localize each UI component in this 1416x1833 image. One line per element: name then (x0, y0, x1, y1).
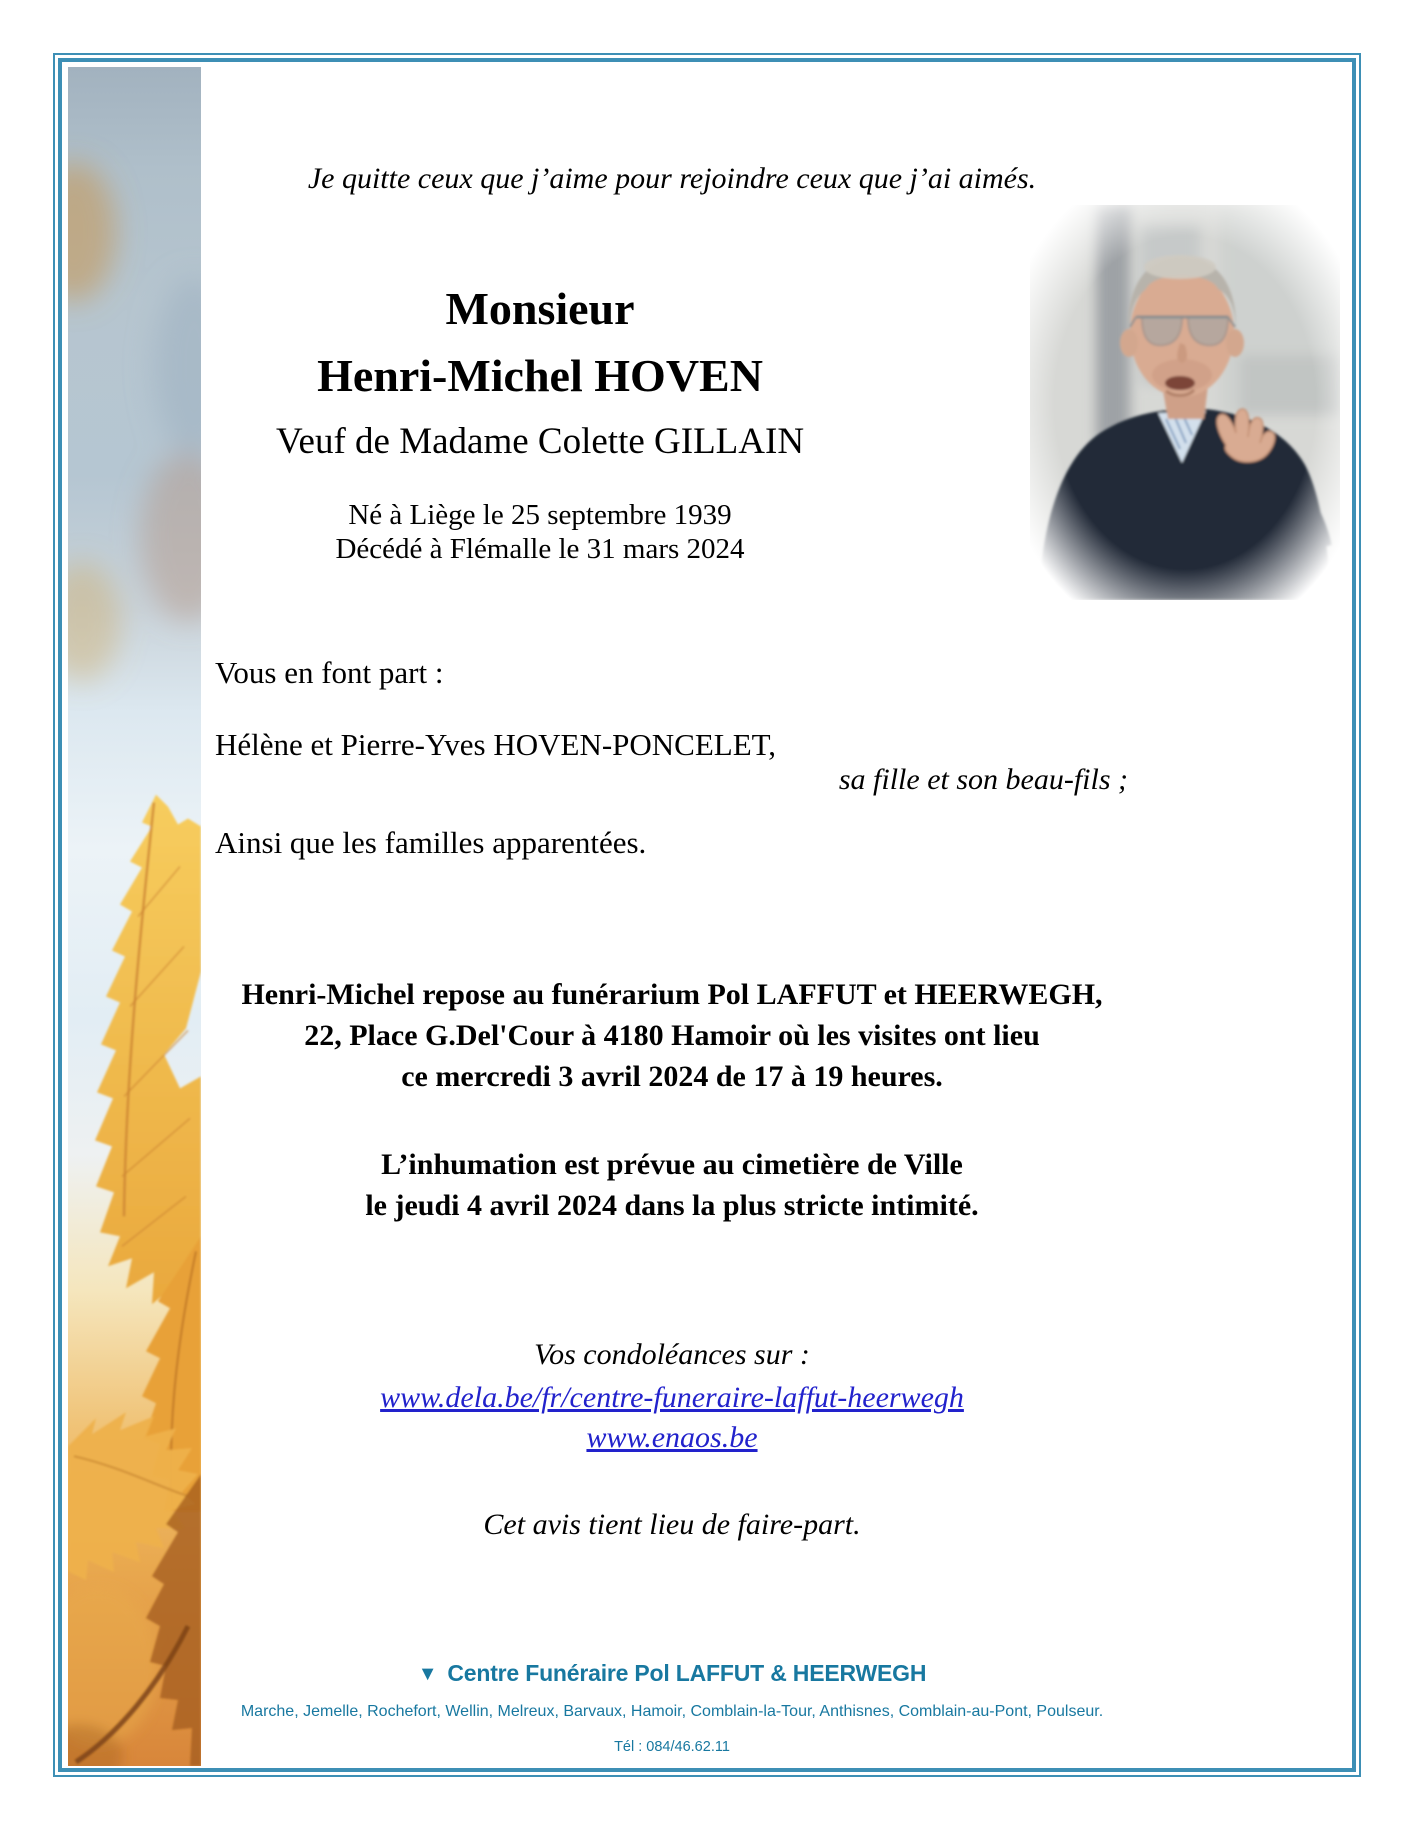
faire-part-notice: Cet avis tient lieu de faire-part. (483, 1508, 861, 1541)
deceased-name: Henri-Michel HOVEN (317, 350, 763, 401)
autumn-leaves-image (68, 67, 201, 1766)
burial-line-2: le jeudi 4 avril 2024 dans la plus stricte intimité. (365, 1189, 979, 1222)
condolences-link-dela[interactable]: www.dela.be/fr/centre-funeraire-laffut-heerwegh (380, 1381, 964, 1414)
condolences-link-row-1 (202, 1381, 1142, 1415)
death-line: Décédé à Flémalle le 31 mars 2024 (335, 533, 745, 565)
related-families-line: Ainsi que les familles apparentées. (215, 825, 647, 860)
condolences-link-row-2 (202, 1421, 1142, 1455)
funeral-home-line-2: 22, Place G.Del'Cour à 4180 Hamoir où les visites ont lieu (304, 1019, 1040, 1052)
funeral-home-line-1: Henri-Michel repose au funérarium Pol LAFFUT et HEERWEGH, (241, 978, 1103, 1011)
funeral-center-phone: Tél : 084/46.62.11 (614, 1739, 730, 1755)
burial-line-1: L’inhumation est prévue au cimetière de Ville (381, 1148, 963, 1181)
funeral-center-title (202, 1660, 1142, 1687)
funeral-center-towns: Marche, Jemelle, Rochefort, Wellin, Melreux, Barvaux, Hamoir, Comblain-la-Tour, Anthisnes, Comblain-au-Pont, Poulseur. (240, 1703, 1104, 1720)
condolences-label: Vos condoléances sur : (534, 1338, 810, 1371)
funeral-home-line-3: ce mercredi 3 avril 2024 de 17 à 19 heures. (401, 1060, 943, 1093)
condolences-link-enaos[interactable]: www.enaos.be (586, 1421, 758, 1454)
page-border-inner (58, 58, 1356, 1772)
burial-notice (202, 1144, 1142, 1226)
portrait-photo (1030, 205, 1340, 600)
announcement-intro: Vous en font part : (215, 655, 444, 690)
triangle-down-icon: ▼ (417, 1663, 438, 1685)
widow-line: Veuf de Madame Colette GILLAIN (275, 421, 805, 462)
relation-line: sa fille et son beau-fils ; (838, 763, 1128, 796)
birth-line: Né à Liège le 25 septembre 1939 (348, 499, 732, 531)
page-border (53, 53, 1361, 1777)
opening-quote: Je quitte ceux que j’aime pour rejoindre ceux que j’ai aimés. (307, 162, 1037, 195)
civility-title: Monsieur (445, 283, 635, 334)
funeral-home-notice (202, 974, 1142, 1097)
family-line: Hélène et Pierre-Yves HOVEN-PONCELET, (215, 727, 777, 762)
funeral-center-name: Centre Funéraire Pol LAFFUT & HEERWEGH (447, 1660, 927, 1686)
